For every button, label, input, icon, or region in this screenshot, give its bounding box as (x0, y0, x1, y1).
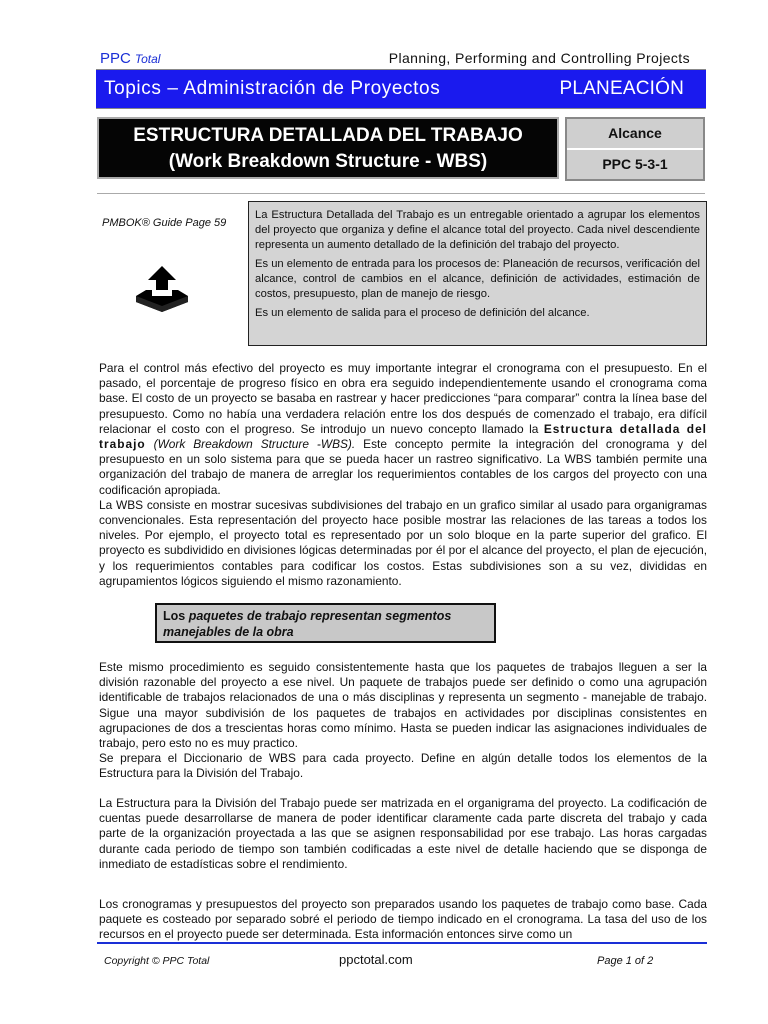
title-line-1: ESTRUCTURA DETALLADA DEL TRABAJO (133, 125, 523, 146)
topic-title: Topics – Administración de Proyectos (104, 78, 441, 99)
classification-code: PPC 5-3-1 (602, 156, 668, 172)
body-paragraph: La Estructura para la División del Trabajo puede ser matrizada en el organigrama del proyecto. La codificación de cuentas puede desarrollarse de manera de poder identificar claramente cada parte discreta del trabajo y cada parte de la organización proyectada a las que se asignen responsabilidad por ese trabajo. Las horas cargadas durante cada periodo de tiempo son también codificadas a este nivel de detalle haciendo que se disponga de inmediato de estadísticas sobre el rendimiento. (99, 796, 707, 871)
callout-box (155, 603, 496, 643)
classification-box (565, 117, 705, 181)
body-paragraph: Se prepara el Diccionario de WBS para cada proyecto. Define en algún detalle todos los elementos de la Estructura para la División del Trabajo. (99, 751, 707, 781)
footer-divider (97, 942, 707, 944)
classification-area: Alcance (567, 119, 703, 150)
body-paragraph: La WBS consiste en mostrar sucesivas subdivisiones del trabajo en un grafico similar al usado para organigramas convencionales. Esta representación del proyecto hace posible mostrar las relaciones de las tareas a todos los niveles. Por ejemplo, el proyecto total es representado por un solo bloque en la parte superior del grafico. El proyecto es subdividido en divisiones lógicas determinadas por él por el alcance del proyecto, el plan de ejecución, y los requerimientos contables para codificar los costos. Estas subdivisiones son a su vez, divididas en agrupamientos lógicos siguiendo el mismo razonamiento. (99, 497, 707, 588)
brand-total: Total (134, 52, 161, 66)
topic-section: PLANEACIÓN (559, 78, 684, 99)
body-text: Este concepto permite la integración del cronograma y del presupuesto en un solo sistema para que se pueda hacer un rastreo significativo. La WBS también permite una organización del trabajo de manera de arreglar los requerimientos contables de los cargos del proyecto con una codificación apropiada. (99, 437, 707, 497)
brand-ppc: PPC (100, 50, 131, 67)
wbs-term: Estructura detallada del trabajo (99, 421, 707, 452)
body-section-1 (99, 361, 707, 589)
footer-page-number: Page 1 of 2 (597, 955, 654, 967)
body-paragraph (99, 361, 707, 498)
body-section-4 (99, 897, 707, 942)
summary-paragraph: La Estructura Detallada del Trabajo es un entregable orientado a agrupar los elementos del proyecto que organiza y define el alcance total del proyecto. Cada nivel descendiente representa un aumento detallado de la definición del trabajo del proyecto. (255, 209, 700, 251)
summary-paragraph: Es un elemento de salida para el proceso de definición del alcance. (255, 307, 590, 319)
upload-tray-icon (134, 264, 190, 314)
summary-box (248, 201, 707, 346)
topic-bar (96, 69, 706, 109)
summary-paragraph: Es un elemento de entrada para los procesos de: Planeación de recursos, verificación del alcance, control de cambios en el alcance, definición de actividades, estimación de costos, presupuesto, plan de manejo de riesgo. (255, 258, 700, 300)
body-paragraph: Este mismo procedimiento es seguido consistentemente hasta que los paquetes de trabajos lleguen a ser la división razonable del proyecto a ese nivel. Un paquete de trabajos puede ser definido o como una agrupación identificable de trabajos relacionados de una o más disciplinas y representa un segmento - manejable de trabajo. Sigue una mayor subdivisión de los paquetes de trabajos en actividades por disciplinas consistentes en agrupaciones de dos a trescientas horas como mínimo. Hasta se pueden indicar las asignaciones individuales de trabajo, pero esto no es muy practico. (99, 660, 707, 751)
pmbok-reference: PMBOK® Guide Page 59 (102, 217, 227, 229)
title-line-2: (Work Breakdown Structure - WBS) (168, 151, 488, 172)
callout-prefix: Los (163, 609, 189, 623)
callout-text: paquetes de trabajo representan segmentos manejables de la obra (163, 609, 452, 639)
brand-logo (100, 50, 160, 67)
wbs-term-english: (Work Breakdown Structure -WBS). (145, 437, 356, 452)
body-paragraph: Los cronogramas y presupuestos del proyecto son preparados usando los paquetes de trabajo como base. Cada paquete es costeado por separado sobré el periodo de tiempo indicado en el cronograma. La tasa del uso de los recursos en el proyecto puede ser determinada. Esta información entonces sirve como un (99, 897, 707, 942)
document-title (97, 117, 559, 179)
divider (97, 193, 705, 194)
tagline: Planning, Performing and Controlling Projects (388, 50, 690, 66)
body-section-3 (99, 796, 707, 872)
footer-copyright: Copyright © PPC Total (104, 955, 210, 967)
body-text: Para el control más efectivo del proyecto es muy importante integrar el cronograma con el presupuesto. En el pasado, el porcentaje de progreso físico en obra era seguido independientemente usando el cronograma coma base. El costo de un proyecto se basaba en rastrear y hacer predicciones “para comparar” contra la línea base del presupuesto. Como no había una verdadera relación entre los dos después de comenzado el trabajo, era difícil relacionar el costo con el progreso. Se introdujo un nuevo concepto llamado la (99, 361, 707, 436)
footer-website: ppctotal.com (339, 952, 413, 967)
body-section-2 (99, 660, 707, 782)
